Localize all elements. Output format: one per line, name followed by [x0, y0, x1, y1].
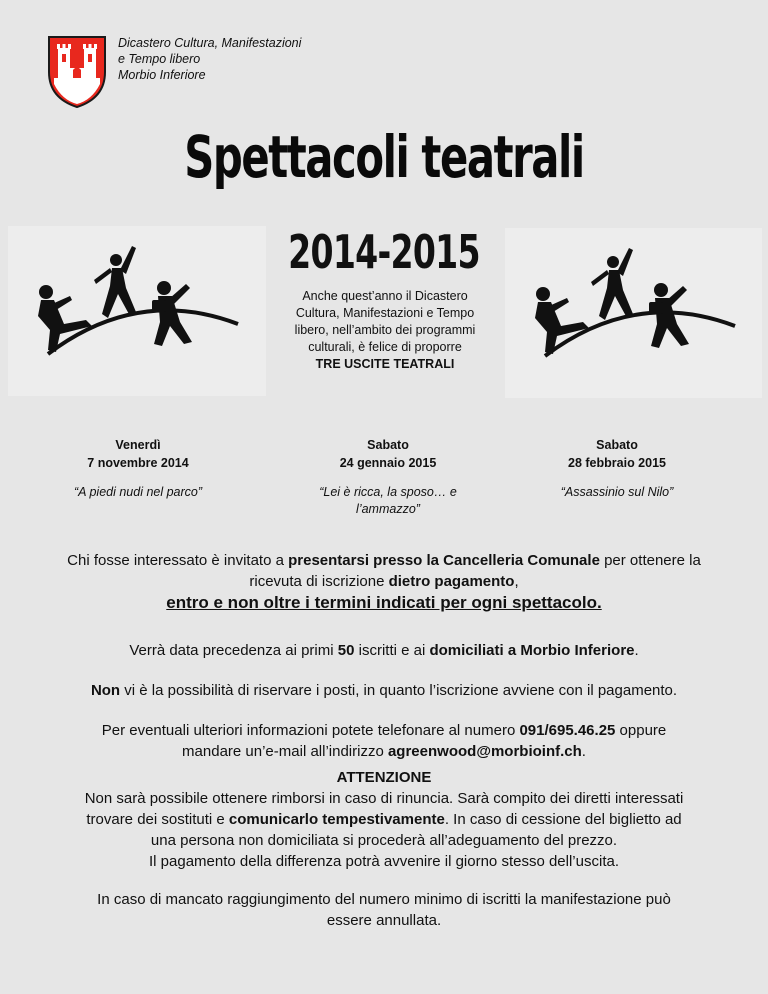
bold-span: dietro pagamento [388, 573, 515, 590]
contact-line-1 [30, 720, 738, 741]
text-span: Per eventuali ulteriori informazioni potete telefonare al numero [101, 722, 520, 739]
bold-span: comunicarlo tempestivamente [228, 811, 445, 828]
registration-line-2 [30, 571, 738, 592]
attention-line-3: una persona non domiciliata si procederà all’adeguamento del prezzo. [150, 832, 618, 849]
attention-line-1: Non sarà possibile ottenere rimborsi in caso di rinuncia. Sarà compito dei diretti interessati [84, 790, 684, 807]
attention-heading: ATTENZIONE [336, 769, 432, 786]
show-title-line-2: l’ammazzo” [356, 502, 420, 516]
email-address: agreenwood@morbioinf.ch [387, 743, 582, 760]
show-title-line-1: “Lei è ricca, la sposo… e [319, 485, 457, 499]
text-span: per ottenere la [599, 552, 701, 569]
intro-highlight: TRE USCITE TEATRALI [315, 357, 455, 371]
attention-paragraph [30, 767, 738, 872]
department-line-2: e Tempo libero [118, 52, 201, 66]
cancellation-line-2: essere annullata. [326, 912, 442, 929]
department-line-1: Dicastero Cultura, Manifestazioni [118, 36, 302, 50]
text-span: . [634, 642, 639, 659]
show-3 [527, 436, 707, 501]
show-day: Sabato [596, 438, 638, 452]
text-span: vi è la possibilità di riservare i posti, in quanto l’iscrizione avviene con il pagamento. [120, 682, 678, 699]
registration-line-1 [30, 550, 738, 571]
bold-span: presentarsi presso la Cancelleria Comunale [288, 552, 600, 569]
text-span: iscritti e ai [354, 642, 430, 659]
page-title: Spettacoli teatrali [184, 123, 584, 191]
text-span: . In caso di cessione del biglietto ad [444, 811, 682, 828]
show-date: 7 novembre 2014 [87, 456, 189, 470]
deadline-notice: entro e non oltre i termini indicati per ogni spettacolo. [166, 593, 602, 612]
text-span: , [514, 573, 519, 590]
intro-line-4: culturali, è felice di proporre [308, 340, 462, 354]
bold-span: 50 [337, 642, 355, 659]
phone-number: 091/695.46.25 [519, 722, 616, 739]
show-1 [48, 436, 228, 501]
text-span: ricevuta di iscrizione [249, 573, 389, 590]
text-span: mandare un’e-mail all’indirizzo [182, 743, 388, 760]
intro-text [262, 288, 508, 373]
department-name [118, 35, 301, 83]
attention-line-2 [30, 809, 738, 830]
text-span: Verrà data precedenza ai primi [129, 642, 338, 659]
cancellation-paragraph [30, 889, 738, 931]
show-day: Sabato [367, 438, 409, 452]
text-span: oppure [615, 722, 667, 739]
show-date: 24 gennaio 2015 [339, 456, 437, 470]
show-title: “Assassinio sul Nilo” [560, 485, 674, 499]
cancellation-line-1: In caso di mancato raggiungimento del numero minimo di iscritti la manifestazione può [97, 891, 671, 908]
show-title: “A piedi nudi nel parco” [73, 485, 203, 499]
text-span: trovare dei sostituti e [86, 811, 229, 828]
registration-paragraph [30, 550, 738, 613]
bold-span: domiciliati a Morbio Inferiore [429, 642, 635, 659]
contact-paragraph [30, 720, 738, 762]
department-line-3: Morbio Inferiore [118, 68, 206, 82]
intro-line-3: libero, nell’ambito dei programmi [294, 323, 476, 337]
show-day: Venerdì [115, 438, 161, 452]
show-title [298, 484, 478, 518]
text-span: . [581, 743, 586, 760]
dancers-illustration-right [505, 228, 762, 398]
text-span: Chi fosse interessato è invitato a [67, 552, 289, 569]
bold-span: Non [90, 682, 121, 699]
precedence-paragraph [30, 640, 738, 661]
show-date: 28 febbraio 2015 [568, 456, 666, 470]
season-years: 2014-2015 [288, 225, 480, 279]
intro-line-2: Cultura, Manifestazioni e Tempo [295, 306, 475, 320]
coat-of-arms-logo [46, 34, 108, 110]
show-2 [298, 436, 478, 518]
attention-line-4: Il pagamento della differenza potrà avvenire il giorno stesso dell’uscita. [149, 853, 619, 870]
contact-line-2 [30, 741, 738, 762]
reservation-paragraph [30, 680, 738, 701]
intro-line-1: Anche quest’anno il Dicastero [302, 289, 468, 303]
